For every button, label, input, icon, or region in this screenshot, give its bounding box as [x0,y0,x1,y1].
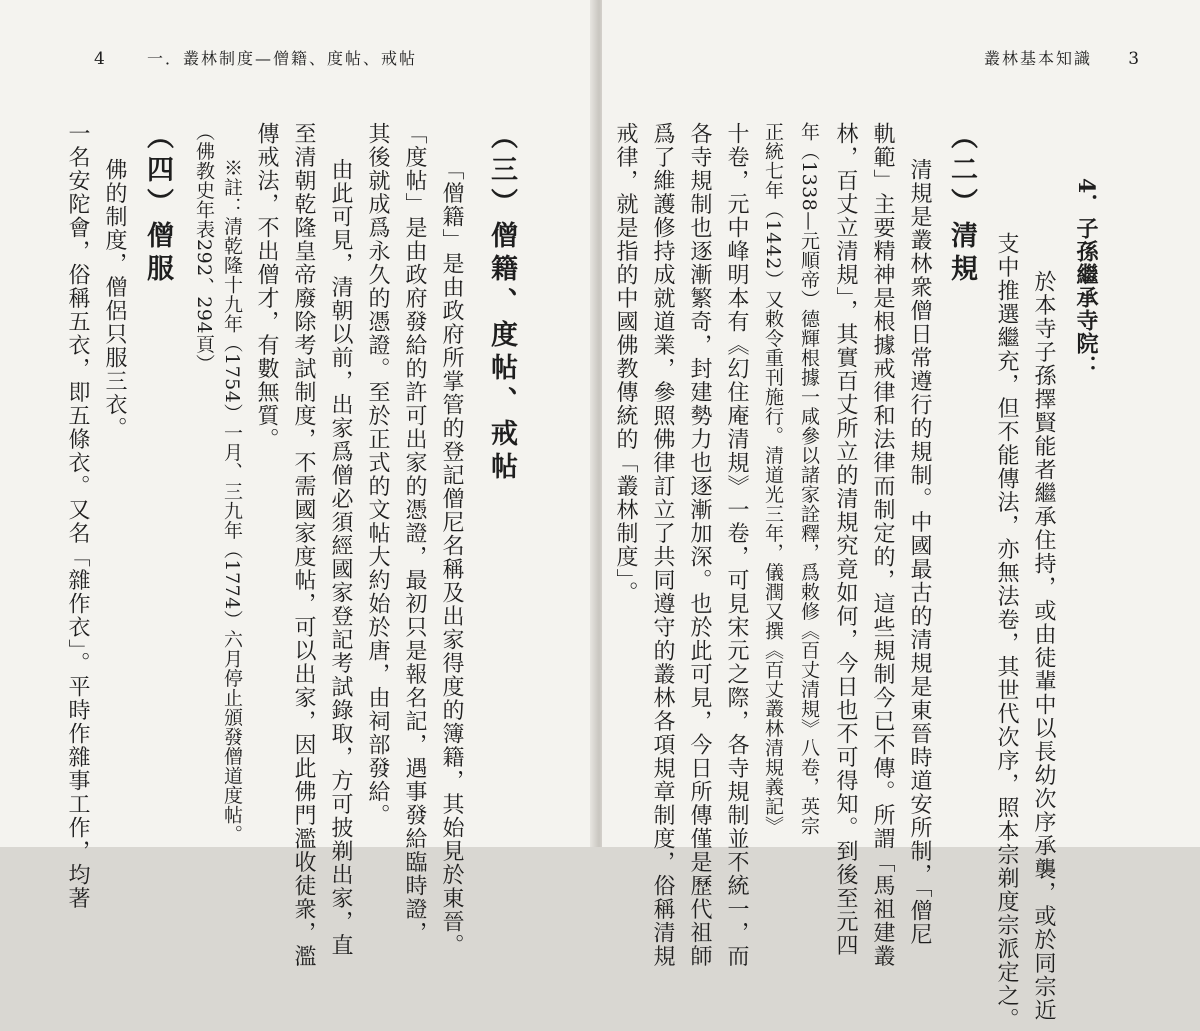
item4-heading: 4．子孫繼承寺院： [1073,178,1099,379]
section2-line-9: 戒律，就是指的中國佛教傳統的「叢林制度」。 [613,122,638,605]
section3-heading: （三）僧籍、度帖、戒帖 [486,122,517,485]
left-header-title: 一．叢林制度—僧籍、度帖、戒帖 [147,49,418,68]
section2-line-1: 清規是叢林衆僧日常遵行的規制。中國最古的清規是東晉時道安所制，「僧尼 [907,158,932,946]
section2-line-2: 軌範」主要精神是根據戒律和法律而制定的，這些規制今已不傳。所謂「馬祖建叢 [870,122,895,968]
section2-line-5: 正統七年（1442）又敕令重刊施行。清道光三年，儀潤又撰《百丈叢林清規義記》 [762,122,784,836]
right-page [602,0,1200,1031]
item4-line-2: 支中推選繼充，但不能傳法，亦無法卷，其世代次序，照本宗剃度宗派定之。 [994,232,1019,1031]
section4-line-1: 佛的制度，僧侶只服三衣。 [102,158,127,440]
section3-note: ※註：清乾隆十九年（1754）一月、三九年（1774）六月停止頒發僧道度帖。 [221,158,243,844]
section2-line-8: 爲了維護修持成就道業，參照佛律訂立了共同遵守的叢林各項規章制度，俗稱清規 [650,122,675,968]
section4-line-2: 一名安陀會，俗稱五衣，即五條衣。又名「雜作衣」。平時作雜事工作，均著 [65,122,90,910]
left-page-number: 4 [94,49,105,69]
section2-line-6: 十卷，元中峰明本有《幻住庵清規》一卷，可見宋元之際，各寺規制並不統一，而 [724,122,749,968]
section3-line-4: 由此可見，清朝以前，出家爲僧必須經國家登記考試錄取，方可披剃出家，直 [328,158,353,957]
right-running-header [984,46,1139,69]
left-page [0,0,596,968]
right-header-title: 叢林基本知識 [984,49,1093,68]
section2-heading: （二）清規 [946,122,977,287]
left-running-header [94,46,417,69]
item4-line-1: 於本寺子孫擇賢能者繼承住持，或由徒輩中以長幼次序承襲，或於同宗近 [1031,270,1056,1022]
section2-line-3: 林，百丈立清規」，其實百丈所立的清規究竟如何，今日也不可得知。到後至元四 [833,122,858,957]
section3-line-3: 其後就成爲永久的憑證。至於正式的文帖大約始於唐，由祠部發給。 [365,122,390,827]
section3-line-1: 「僧籍」是由政府所掌管的登記僧尼名稱及出家得度的簿籍，其始見於東晉。 [439,158,464,957]
section3-line-5: 至清朝乾隆皇帝廢除考試制度，不需國家度帖，可以出家，因此佛門濫收徒衆，濫 [291,122,316,968]
section3-line-2: 「度帖」是由政府發給的許可出家的憑證，最初只是報名記，遇事發給臨時證， [402,122,427,945]
section4-heading: （四）僧服 [142,122,173,287]
section3-note-source: （佛教史年表292、294頁） [193,122,215,374]
section3-line-6: 傳戒法，不出僧才，有數無質。 [254,122,279,451]
right-page-number: 3 [1128,49,1140,69]
section2-line-4: 年（1338—元順帝）德輝根據一咸參以諸家詮釋，爲敕修《百丈清規》八卷，英宗 [798,122,820,836]
section2-line-7: 各寺規制也逐漸繁奇，封建勢力也逐漸加深。也於此可見，今日所傳僅是歷代祖師 [687,122,712,968]
